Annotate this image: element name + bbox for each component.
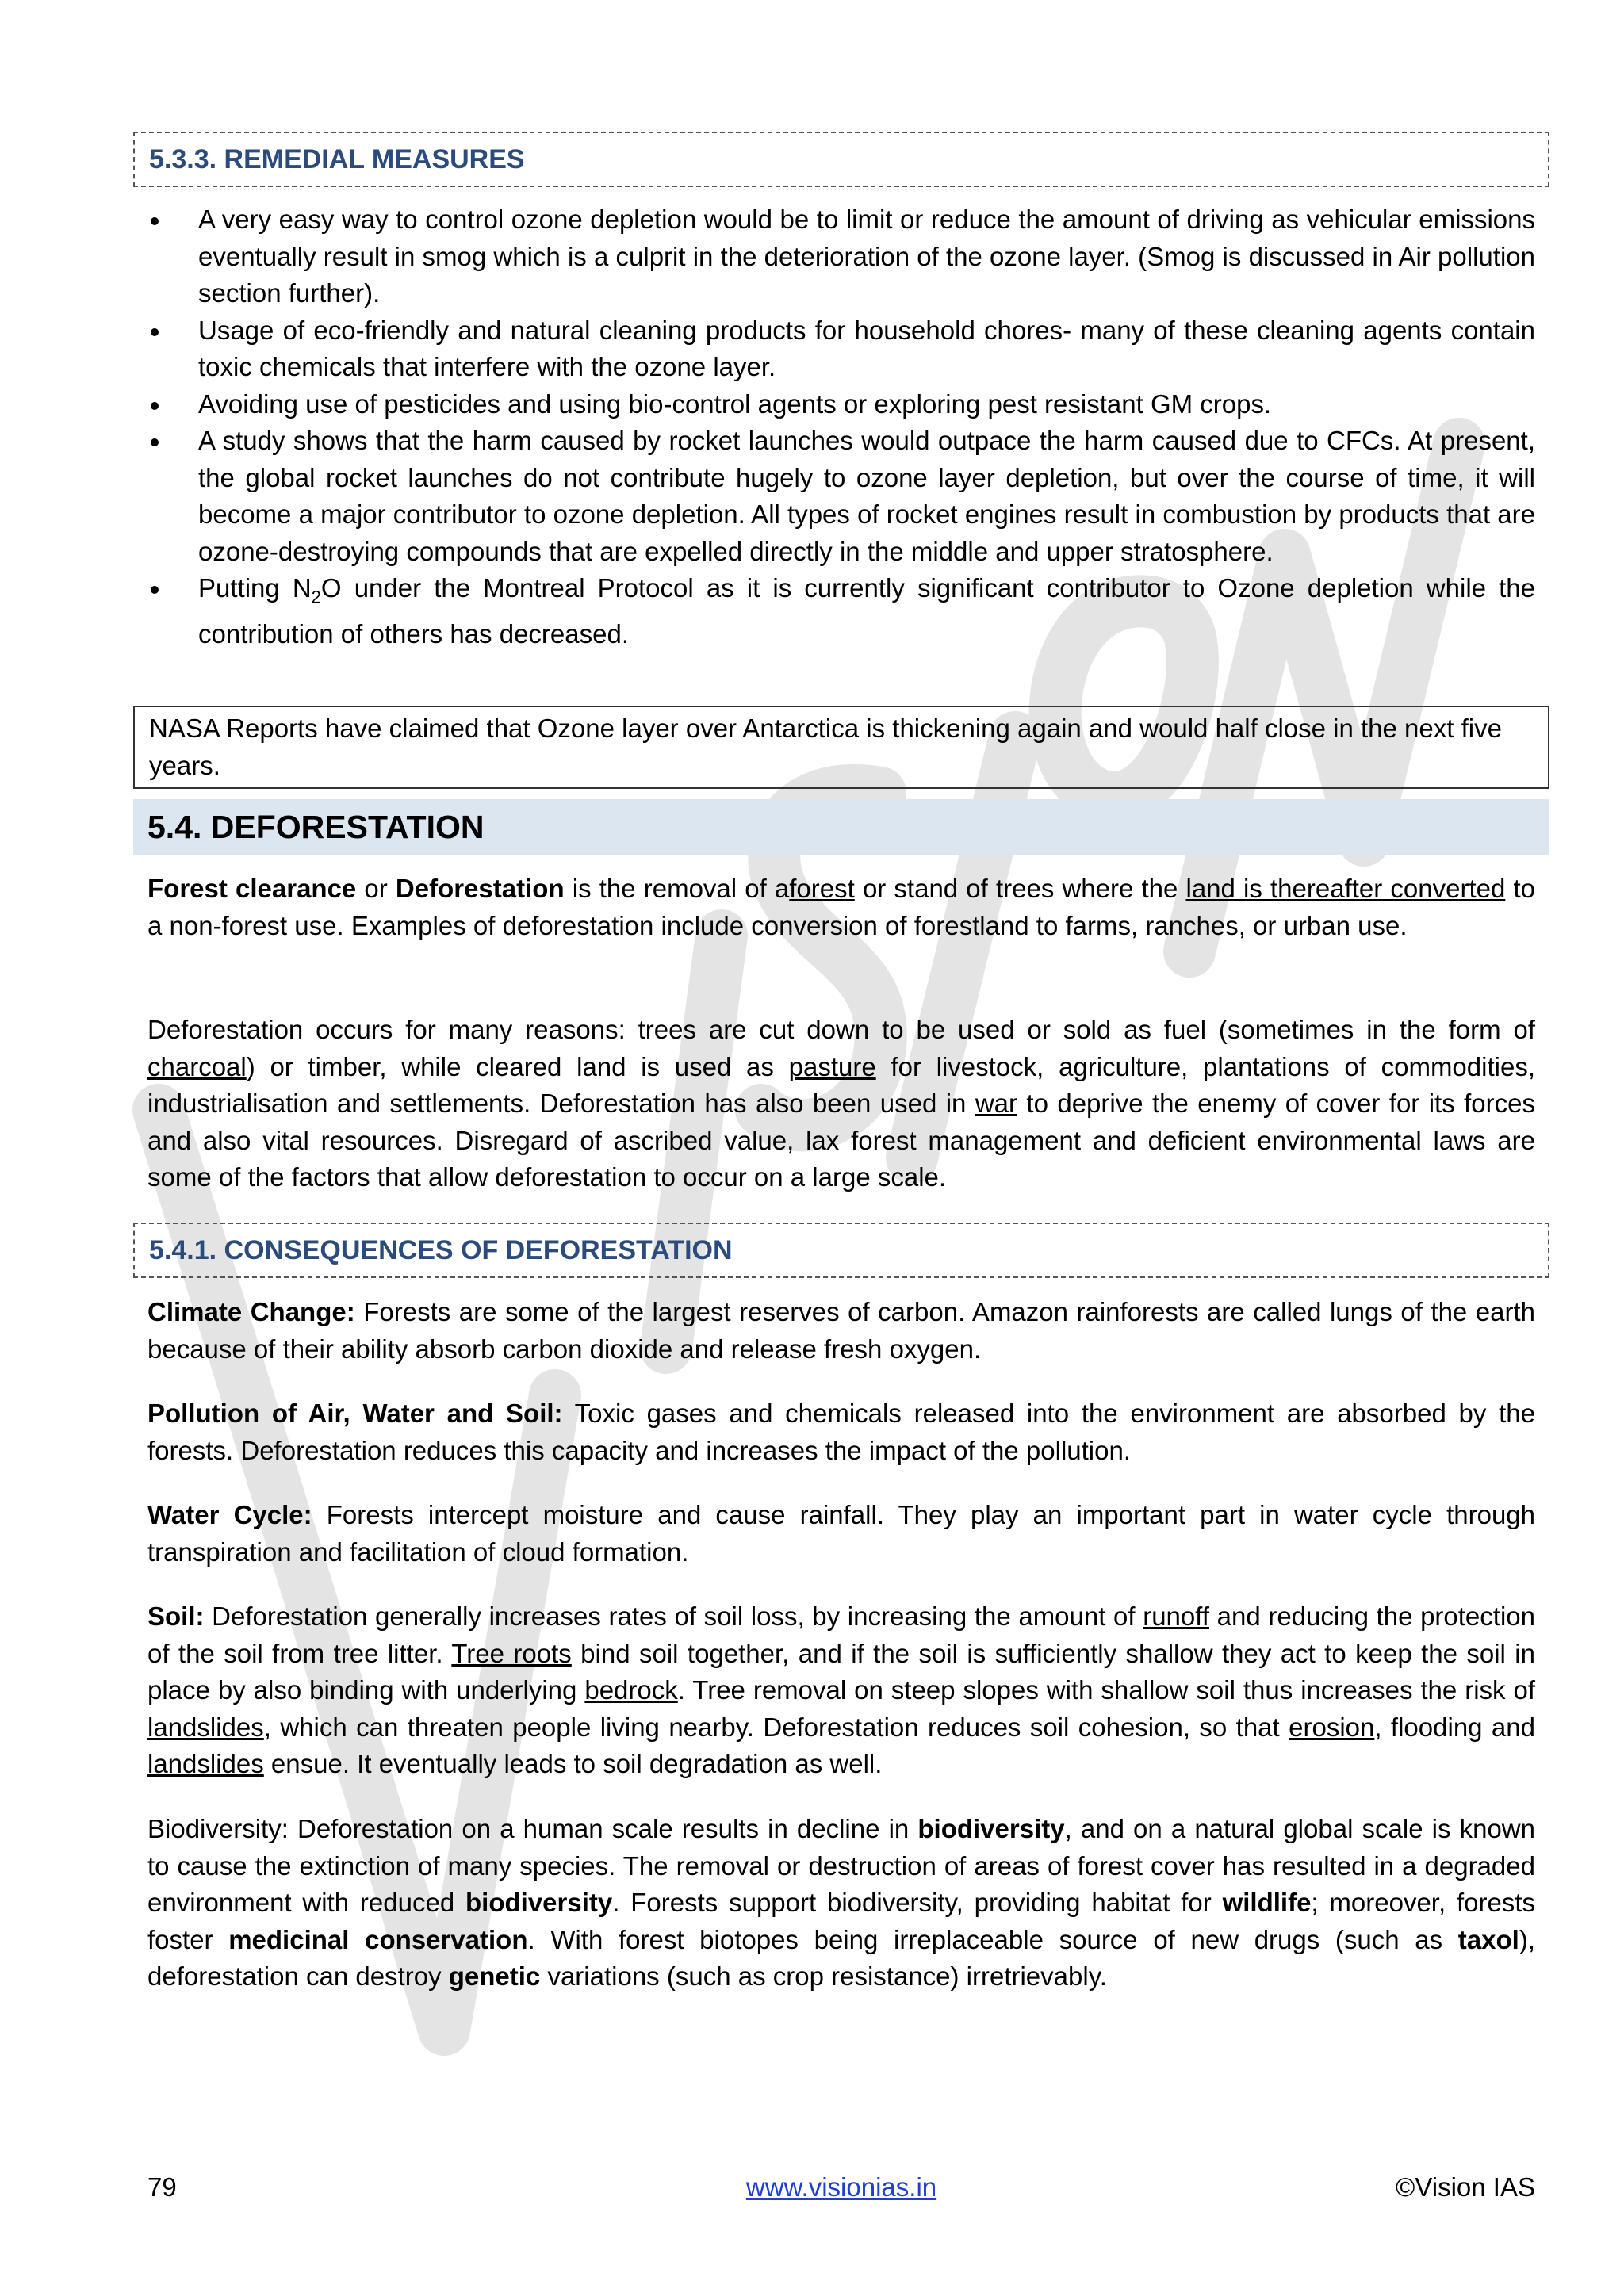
nasa-note-box: NASA Reports have claimed that Ozone layer over Antarctica is thickening again and would half close in the next five years. <box>133 706 1549 789</box>
link-landslides[interactable]: landslides <box>147 1712 264 1742</box>
link-runoff[interactable]: runoff <box>1143 1601 1209 1631</box>
bullet-icon <box>151 586 159 594</box>
list-item-text: Putting $N_2O$ under the Montreal Protocol as it is currently significant contributor to Ozone depletion while the contribution of others has decreased. <box>198 573 1535 649</box>
list-item <box>147 312 1535 386</box>
bullet-icon <box>151 217 159 225</box>
section-heading-deforestation: 5.4. DEFORESTATION <box>133 799 1549 855</box>
link-land-converted[interactable]: land is thereafter converted <box>1185 874 1506 903</box>
list-item-text: A study shows that the harm caused by rocket launches would outpace the harm caused due to CFCs. At present, the global rocket launches do not contribute hugely to ozone layer depletion, but over the course of time, it will become a major contributor to ozone depletion. All types of rocket engines result in combustion by products that are ozone-destroying compounds that are expelled directly in the middle and upper stratosphere. <box>198 426 1535 566</box>
soil-paragraph: Soil: Deforestation generally increases rates of soil loss, by increasing the amount of runoff and reducing the protection of the soil from tree litter. Tree roots bind soil together, and if the soil is sufficiently shallow they act to keep the soil in place by also binding with underlying bedrock. Tree removal on steep slopes with shallow soil thus increases the risk of landslides, which can threaten people living nearby. Deforestation reduces soil cohesion, so that erosion, flooding and landslides ensue. It eventually leads to soil degradation as well. <box>147 1601 1535 1778</box>
bullet-icon <box>151 328 159 336</box>
copyright-text: ©Vision IAS <box>1396 2172 1535 2202</box>
link-erosion[interactable]: erosion <box>1289 1712 1375 1742</box>
list-item-text: A very easy way to control ozone depletion would be to limit or reduce the amount of driving as vehicular emissions eventually result in smog which is a culprit in the deterioration of the ozone layer. (Smog is discussed in Air pollution section further). <box>198 205 1535 308</box>
water-cycle-paragraph: Water Cycle: Forests intercept moisture and cause rainfall. They play an important part in water cycle through transpiration and facilitation of cloud formation. <box>147 1500 1535 1567</box>
list-item <box>147 423 1535 570</box>
section-heading-remedial-measures: 5.3.3. REMEDIAL MEASURES <box>133 132 1549 187</box>
section-heading-consequences: 5.4.1. CONSEQUENCES OF DEFORESTATION <box>133 1223 1549 1278</box>
bullet-icon <box>151 438 159 446</box>
list-item-text: Avoiding use of pesticides and using bio-control agents or exploring pest resistant GM crops. <box>198 388 1272 419</box>
link-pasture[interactable]: pasture <box>788 1051 876 1081</box>
pollution-paragraph: Pollution of Air, Water and Soil: Toxic gases and chemicals released into the environment are absorbed by the forests. Deforestation reduces this capacity and increases the impact of the pollution. <box>147 1399 1536 1465</box>
remedial-measures-list <box>147 201 1535 653</box>
list-item-text: Usage of eco-friendly and natural cleaning products for household chores- many of these cleaning agents contain toxic chemicals that interfere with the ozone layer. <box>198 315 1535 381</box>
list-item <box>147 570 1535 653</box>
link-landslides-2[interactable]: landslides <box>147 1749 264 1778</box>
link-war[interactable]: war <box>975 1089 1017 1118</box>
website-link[interactable]: www.visionias.in <box>745 2172 937 2202</box>
deforestation-reasons-paragraph: Deforestation occurs for many reasons: trees are cut down to be used or sold as fuel (sometimes in the form of charcoal) or timber, while cleared land is used as pasture for livestock, agriculture, plantations of commodities, industrialisation and settlements. Deforestation has also been used in war to deprive the enemy of cover for its forces and also vital resources. Disregard of ascribed value, lax forest management and deficient environmental laws are some of the factors that allow deforestation to occur on a large scale. <box>147 1015 1535 1192</box>
list-item <box>147 201 1535 312</box>
biodiversity-paragraph: Biodiversity: Deforestation on a human scale results in decline in biodiversity, and on a natural global scale is known to cause the extinction of many species. The removal or destruction of areas of forest cover has resulted in a degraded environment with reduced biodiversity. Forests support biodiversity, providing habitat for wildlife; moreover, forests foster medicinal conservation. With forest biotopes being irreplaceable source of new drugs (such as taxol), deforestation can destroy genetic variations (such as crop resistance) irretrievably. <box>147 1814 1535 1991</box>
link-forest[interactable]: forest <box>789 874 855 903</box>
link-tree-roots[interactable]: Tree roots <box>451 1638 572 1668</box>
deforestation-definition-paragraph: Forest clearance or Deforestation is the removal of aforest or stand of trees where the land is thereafter converted to a non-forest use. Examples of deforestation include conversion of forestland to farms, ranches, or urban use. <box>147 874 1535 940</box>
page-number: 79 <box>147 2172 177 2202</box>
link-bedrock[interactable]: bedrock <box>584 1675 678 1705</box>
bullet-icon <box>151 402 159 410</box>
page-footer <box>147 2169 1535 2206</box>
list-item <box>147 386 1535 423</box>
link-charcoal[interactable]: charcoal <box>147 1051 247 1081</box>
climate-change-paragraph: Climate Change: Forests are some of the largest reserves of carbon. Amazon rainforests are called lungs of the earth because of their ability absorb carbon dioxide and release fresh oxygen. <box>147 1297 1535 1364</box>
